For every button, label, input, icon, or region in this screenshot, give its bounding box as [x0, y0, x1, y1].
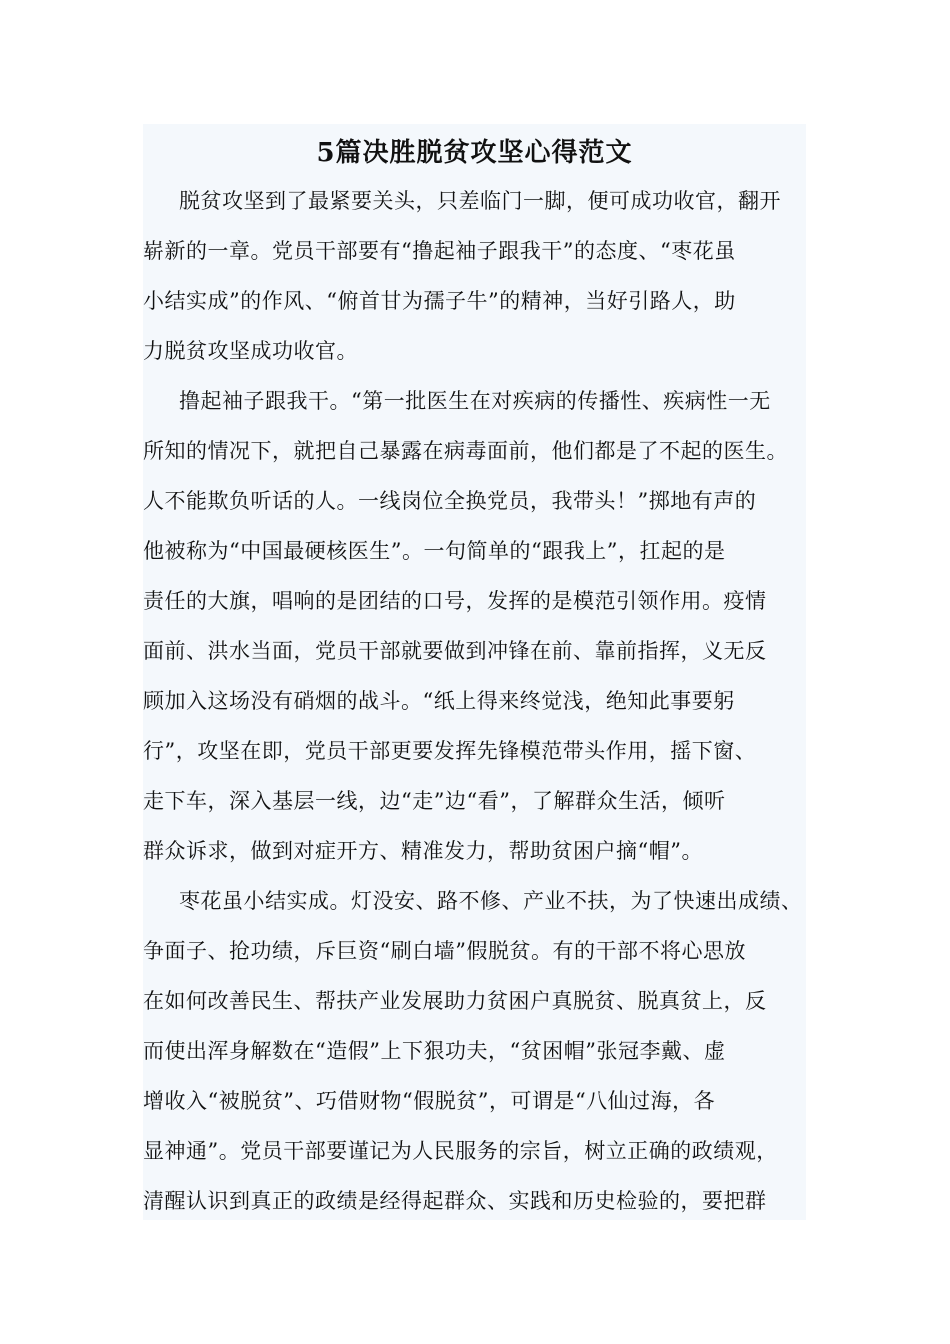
paragraph-3-line-3: 在如何改善民生、帮扶产业发展助力贫困户真脱贫、脱真贫上，反 — [143, 989, 767, 1013]
paragraph-2-line-1: 撸起袖子跟我干。“第一批医生在对疾病的传播性、疾病性一无 — [179, 389, 771, 413]
document-body — [143, 176, 823, 1226]
paragraph-2-line-6: 面前、洪水当面，党员干部就要做到冲锋在前、靠前指挥，义无反 — [143, 639, 767, 663]
paragraph-1-line-4: 力脱贫攻坚成功收官。 — [143, 339, 358, 363]
paragraph-2-line-2: 所知的情况下，就把自己暴露在病毒面前，他们都是了不起的医生。 — [143, 439, 788, 463]
paragraph-1-line-3: 小结实成”的作风、“俯首甘为孺子牛”的精神，当好引路人，助 — [143, 289, 736, 313]
paragraph-2-line-8: 行”，攻坚在即，党员干部更要发挥先锋模范带头作用，摇下窗、 — [143, 739, 757, 763]
document-title: 5篇决胜脱贫攻坚心得范文 — [316, 138, 633, 168]
paragraph-2-line-9: 走下车，深入基层一线，边“走”边“看”，了解群众生活，倾听 — [143, 789, 726, 813]
paragraph-3-line-1: 枣花虽小结实成。灯没安、路不修、产业不扶，为了快速出成绩、 — [179, 889, 803, 913]
paragraph-2-line-4: 他被称为“中国最硬核医生”。一句简单的“跟我上”，扛起的是 — [143, 539, 726, 563]
paragraph-1-line-1: 脱贫攻坚到了最紧要关头，只差临门一脚，便可成功收官，翻开 — [179, 189, 781, 213]
paragraph-3-line-2: 争面子、抢功绩，斥巨资“刷白墙”假脱贫。有的干部不将心思放 — [143, 939, 746, 963]
paragraph-2-line-10: 群众诉求，做到对症开方、精准发力，帮助贫困户摘“帽”。 — [143, 839, 703, 863]
paragraph-1-line-2: 崭新的一章。党员干部要有“撸起袖子跟我干”的态度、“枣花虽 — [143, 239, 736, 263]
paragraph-2-line-7: 顾加入这场没有硝烟的战斗。“纸上得来终觉浅，绝知此事要躬 — [143, 689, 735, 713]
paragraph-2-line-5: 责任的大旗，唱响的是团结的口号，发挥的是模范引领作用。疫情 — [143, 589, 767, 613]
paragraph-3-line-4: 而使出浑身解数在“造假”上下狠功夫，“贫困帽”张冠李戴、虚 — [143, 1039, 726, 1063]
document-content — [143, 124, 806, 1220]
paragraph-3-line-6: 显神通”。党员干部要谨记为人民服务的宗旨，树立正确的政绩观， — [143, 1139, 778, 1163]
paragraph-3-line-7: 清醒认识到真正的政绩是经得起群众、实践和历史检验的，要把群 — [143, 1189, 767, 1213]
paragraph-2-line-3: 人不能欺负听话的人。一线岗位全换党员，我带头！”掷地有声的 — [143, 489, 757, 513]
paragraph-3-line-5: 增收入“被脱贫”、巧借财物“假脱贫”，可谓是“八仙过海，各 — [143, 1089, 716, 1113]
